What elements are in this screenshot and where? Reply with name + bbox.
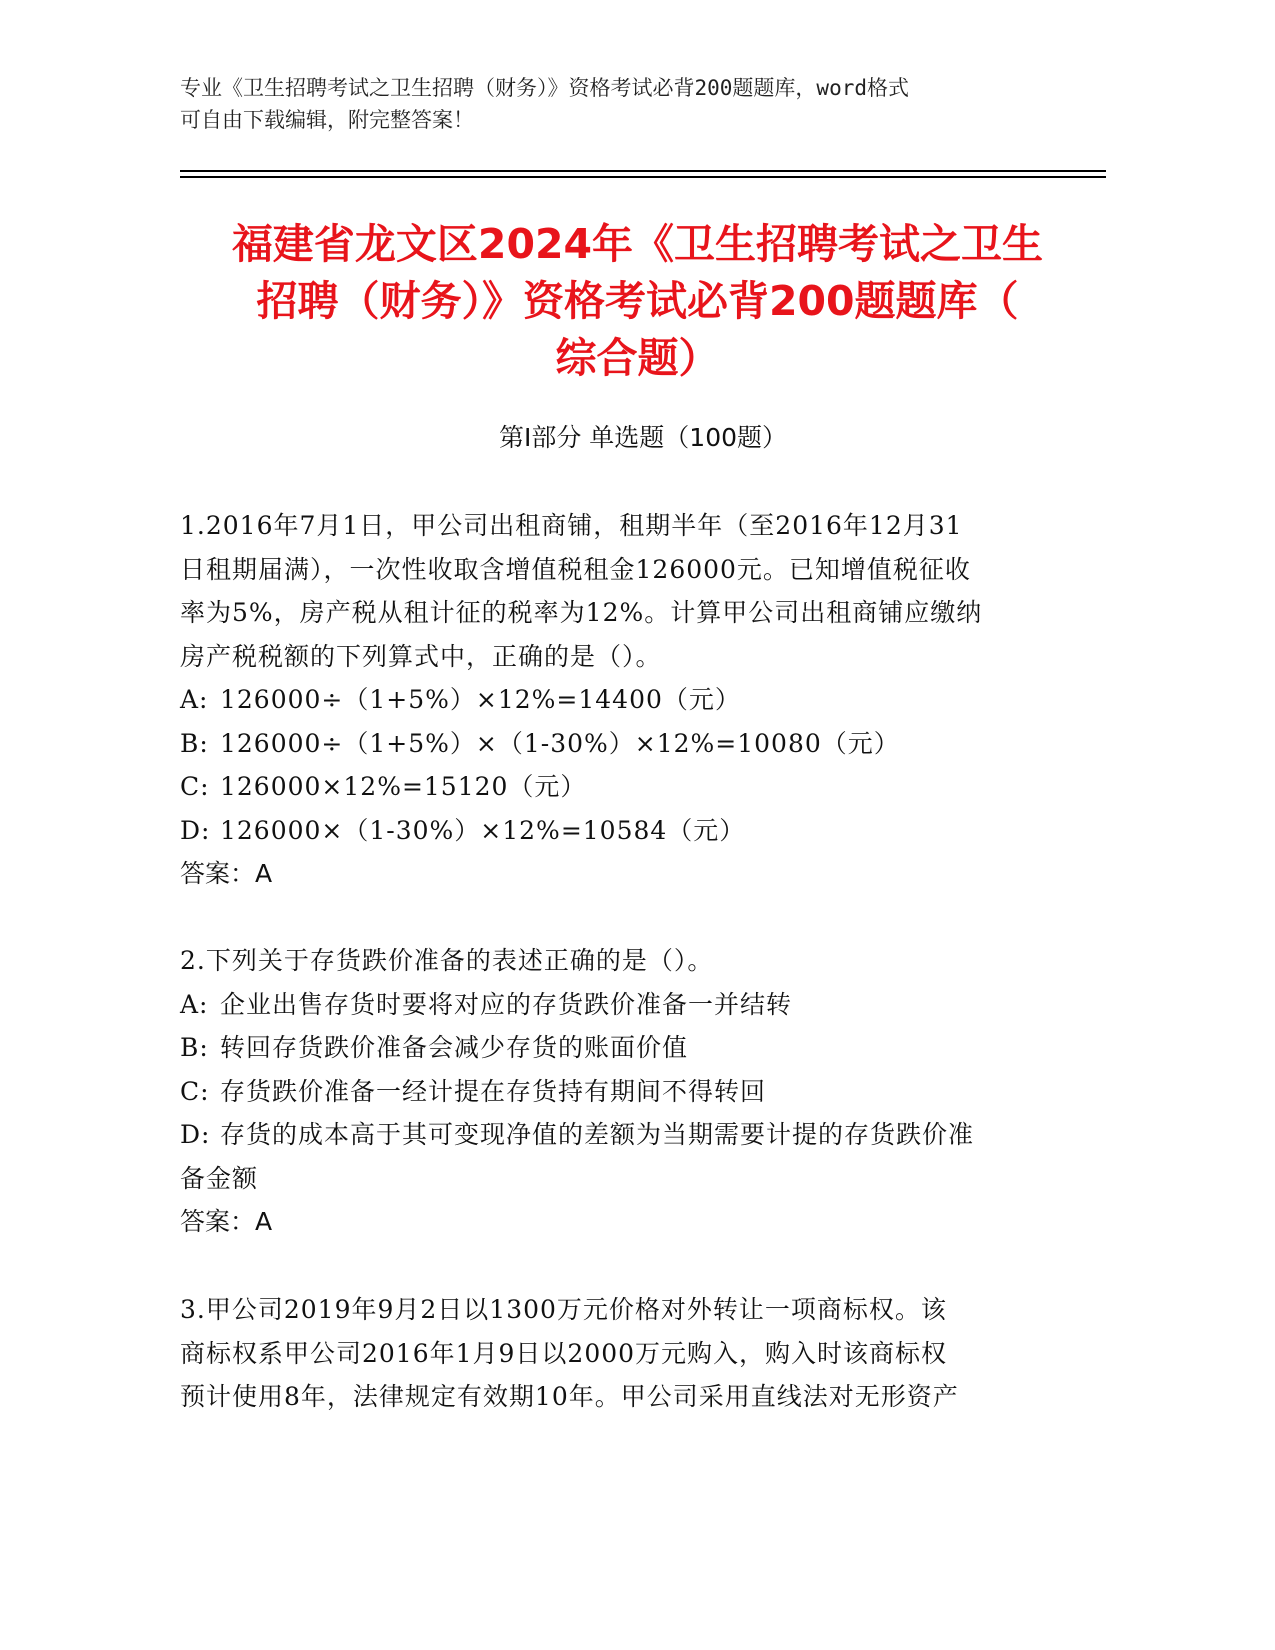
option-c xyxy=(180,1070,1030,1114)
option-label: D: xyxy=(180,815,211,845)
question-stem-line: 商标权系甲公司2016年1月9日以2000万元购入，购入时该商标权 xyxy=(180,1338,948,1368)
option-label: D: xyxy=(180,1120,211,1149)
option-d xyxy=(180,809,1030,853)
option-label: C: xyxy=(180,772,210,801)
document-title xyxy=(160,216,1115,387)
option-text: 存货的成本高于其可变现净值的差额为当期需要计提的存货跌价准 xyxy=(220,1120,975,1149)
header-divider xyxy=(180,176,1106,178)
option-d-continuation: 备金额 xyxy=(180,1163,259,1193)
option-text: 转回存货跌价准备会减少存货的账面价值 xyxy=(220,1033,689,1062)
option-a xyxy=(180,983,1030,1027)
question-stem-line: 2.下列关于存货跌价准备的表述正确的是（）。 xyxy=(180,946,714,975)
option-text: 126000×12%=15120（元） xyxy=(220,772,587,801)
question-stem-line: 房产税税额的下列算式中，正确的是（）。 xyxy=(180,641,662,671)
option-text: 存货跌价准备一经计提在存货持有期间不得转回 xyxy=(220,1076,767,1106)
option-d xyxy=(180,1113,1030,1157)
question-stem-line: 率为5%，房产税从租计征的税率为12%。计算甲公司出租商铺应缴纳 xyxy=(180,598,983,627)
question-stem-line: 3.甲公司2019年9月2日以1300万元价格对外转让一项商标权。该 xyxy=(180,1295,947,1324)
option-label: C: xyxy=(180,1076,210,1106)
answer-line: 答案：A xyxy=(180,1207,273,1236)
option-b xyxy=(180,722,1030,766)
title-line: 福建省龙文区2024年《卫生招聘考试之卫生 xyxy=(231,220,1044,268)
question-stem-line: 预计使用8年，法律规定有效期10年。甲公司采用直线法对无形资产 xyxy=(180,1382,959,1411)
header-divider xyxy=(180,170,1106,172)
option-c xyxy=(180,765,1030,809)
option-label: B: xyxy=(180,728,209,758)
option-label: B: xyxy=(180,1033,209,1062)
title-line: 综合题） xyxy=(555,334,720,382)
title-line: 招聘（财务）》资格考试必背200题题库（ xyxy=(256,277,1019,325)
option-b xyxy=(180,1026,1030,1070)
option-text: 126000×（1-30%）×12%=10584（元） xyxy=(220,815,746,845)
header-note-line: 可自由下载编辑，附完整答案！ xyxy=(180,108,474,132)
question-stem-line: 1.2016年7月1日，甲公司出租商铺，租期半年（至2016年12月31 xyxy=(180,511,963,540)
option-text: 126000÷（1+5%）×12%=14400（元） xyxy=(220,685,741,714)
option-text: 企业出售存货时要将对应的存货跌价准备一并结转 xyxy=(220,989,793,1019)
option-label: A: xyxy=(180,989,209,1019)
header-note-line: 专业《卫生招聘考试之卫生招聘（财务）》资格考试必背200题题库，word格式 xyxy=(180,76,909,100)
question-3 xyxy=(180,1288,1030,1419)
question-2 xyxy=(180,939,1030,1244)
question-1 xyxy=(180,504,1030,896)
section-heading: 第I部分 单选题（100题） xyxy=(498,423,788,452)
answer-line: 答案：A xyxy=(180,859,273,888)
question-stem-line: 日租期届满），一次性收取含增值税租金126000元。已知增值税征收 xyxy=(180,554,971,584)
option-label: A: xyxy=(180,685,209,714)
header-note xyxy=(180,72,1050,136)
option-text: 126000÷（1+5%）×（1-30%）×12%=10080（元） xyxy=(220,728,900,758)
option-a xyxy=(180,678,1030,722)
